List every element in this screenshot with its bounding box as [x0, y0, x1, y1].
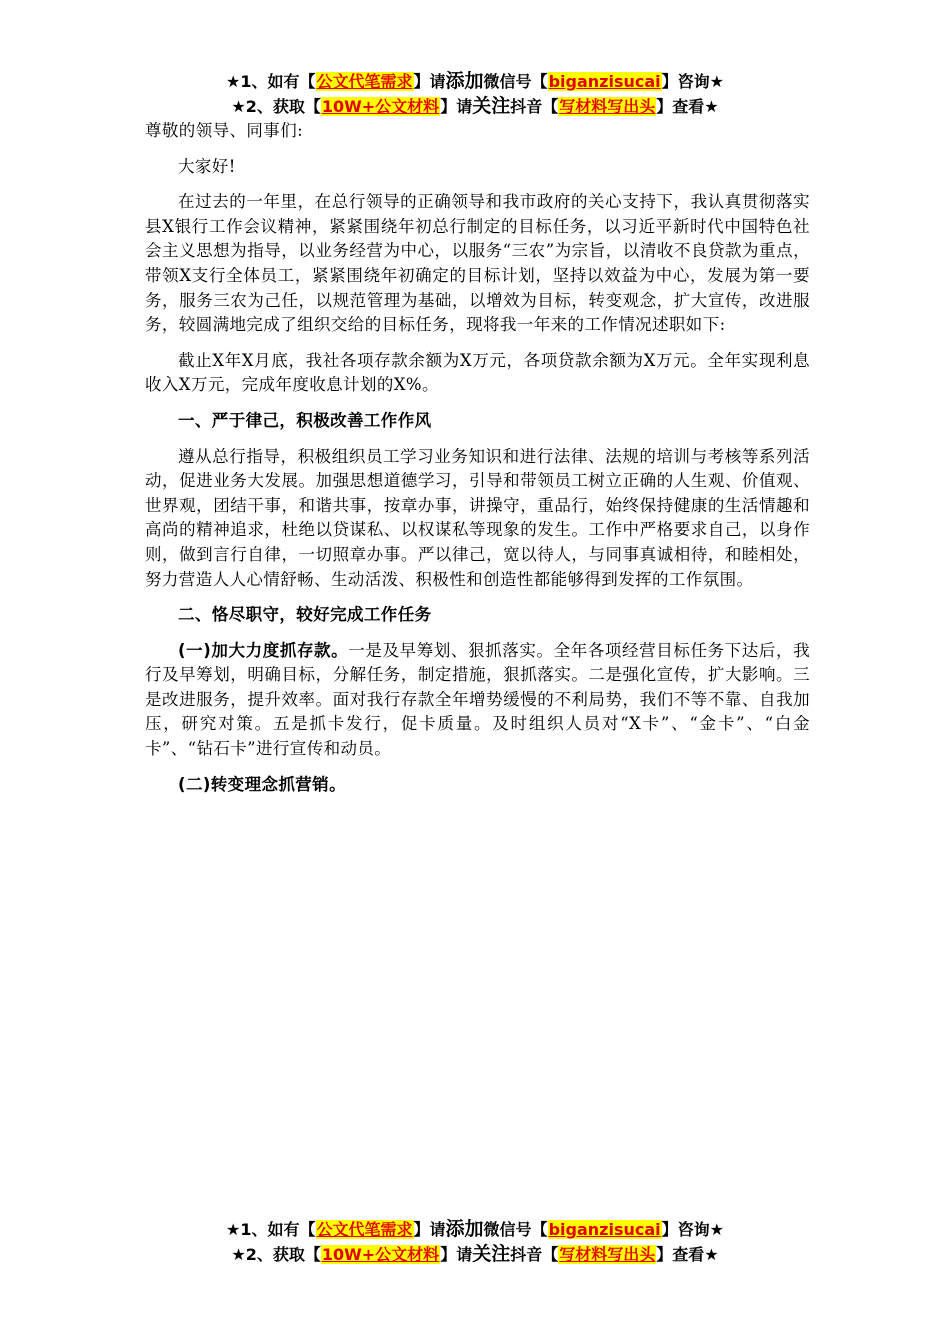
- document-body: [145, 119, 810, 808]
- promo-highlight-douyin: 写材料写出头: [559, 97, 656, 116]
- promo-emphasis: 关注: [472, 95, 511, 117]
- promo-highlight-wechat: biganzisucai: [548, 1220, 661, 1239]
- promo-emphasis: 添加: [445, 70, 484, 92]
- promo-line-2: [0, 94, 950, 119]
- section-heading-2: 二、恪尽职守，较好完成工作任务: [178, 605, 432, 625]
- promo-text: 微信号【: [483, 1220, 548, 1239]
- paragraph-marketing: [145, 773, 810, 798]
- promo-text: 】咨询★: [661, 72, 724, 91]
- header-promo-banner: [0, 69, 950, 119]
- promo-line-1: [0, 69, 950, 94]
- salutation: 尊敬的领导、同事们:: [145, 121, 304, 140]
- promo-highlight: 公文代笔需求: [316, 1220, 413, 1239]
- promo-emphasis: 关注: [472, 1243, 511, 1265]
- promo-text: 】查看★: [656, 1245, 719, 1264]
- paragraph-intro: 在过去的一年里，在总行领导的正确领导和我市政府的关心支持下，我认真贯彻落实县X银行工作会议精神，紧紧围绕年初总行制定的目标任务，以习近平新时代中国特色社会主义思想为指导，以业务经营为中心，以服务“三农”为宗旨，以清收不良贷款为重点，带领X支行全体员工，紧紧围绕年初确定的目标计划，坚持以效益为中心，发展为第一要务，服务三农为己任，以规范管理为基础，以增效为目标，转变观念，扩大宣传，改进服务，较圆满地完成了组织交给的目标任务，现将我一年来的工作情况述职如下:: [145, 192, 810, 335]
- greeting: 大家好!: [178, 156, 236, 176]
- promo-line-2: [0, 1242, 950, 1267]
- subsection-title-2: (二)转变理念抓营销。: [178, 774, 346, 794]
- promo-text: 】请: [413, 1220, 446, 1239]
- promo-text: 】请: [440, 97, 473, 116]
- promo-text: ★1、如有【: [226, 72, 316, 91]
- paragraph-deposits: [145, 639, 810, 762]
- promo-highlight: 10W+公文材料: [321, 1245, 440, 1264]
- promo-highlight: 10W+公文材料: [321, 97, 440, 116]
- promo-text: ★2、获取【: [231, 97, 321, 116]
- promo-text: 微信号【: [483, 72, 548, 91]
- footer-promo-banner: [0, 1217, 950, 1267]
- section-heading-1: 一、严于律己，积极改善工作作风: [178, 410, 432, 430]
- promo-text: ★2、获取【: [231, 1245, 321, 1264]
- promo-emphasis: 添加: [445, 1218, 484, 1240]
- paragraph-discipline: 遵从总行指导，积极组织员工学习业务知识和进行法律、法规的培训与考核等系列活动，促进业务大发展。加强思想道德学习，引导和带领员工树立正确的人生观、价值观、世界观，团结干事，和谐共事，按章办事，讲操守，重品行，始终保持健康的生活情趣和高尚的精神追求，杜绝以贷谋私、以权谋私等现象的发生。工作中严格要求自己，以身作则，做到言行自律，一切照章办事。严以律己，宽以待人，与同事真诚相待，和睦相处，努力营造人人心情舒畅、生动活泼、积极性和创造性都能够得到发挥的工作氛围。: [145, 446, 810, 589]
- paragraph-figures: 截止X年X月底，我社各项存款余额为X万元，各项贷款余额为X万元。全年实现利息收入X万元，完成年度收息计划的X%。: [145, 350, 810, 395]
- subsection-title-1: (一)加大力度抓存款。: [178, 640, 349, 660]
- promo-text: 】咨询★: [661, 1220, 724, 1239]
- promo-line-1: [0, 1217, 950, 1242]
- promo-text: 抖音【: [510, 1245, 559, 1264]
- promo-text: 抖音【: [510, 97, 559, 116]
- promo-text: 】请: [413, 72, 446, 91]
- promo-highlight: 公文代笔需求: [316, 72, 413, 91]
- promo-text: 】请: [440, 1245, 473, 1264]
- promo-highlight-wechat: biganzisucai: [548, 72, 661, 91]
- subsection-text-1: 一是及早筹划、狠抓落实。全年各项经营目标任务下达后，我行及早筹划，明确目标，分解任务，制定措施，狠抓落实。二是强化宣传，扩大影响。三是改进服务，提升效率。面对我行存款全年增势缓慢的不利局势，我们不等不靠、自我加压，研究对策。五是抓卡发行，促卡质量。及时组织人员对“X卡”、“金卡”、“白金卡”、“钻石卡”进行宣传和动员。: [145, 640, 810, 759]
- promo-text: 】查看★: [656, 97, 719, 116]
- promo-text: ★1、如有【: [226, 1220, 316, 1239]
- promo-highlight-douyin: 写材料写出头: [559, 1245, 656, 1264]
